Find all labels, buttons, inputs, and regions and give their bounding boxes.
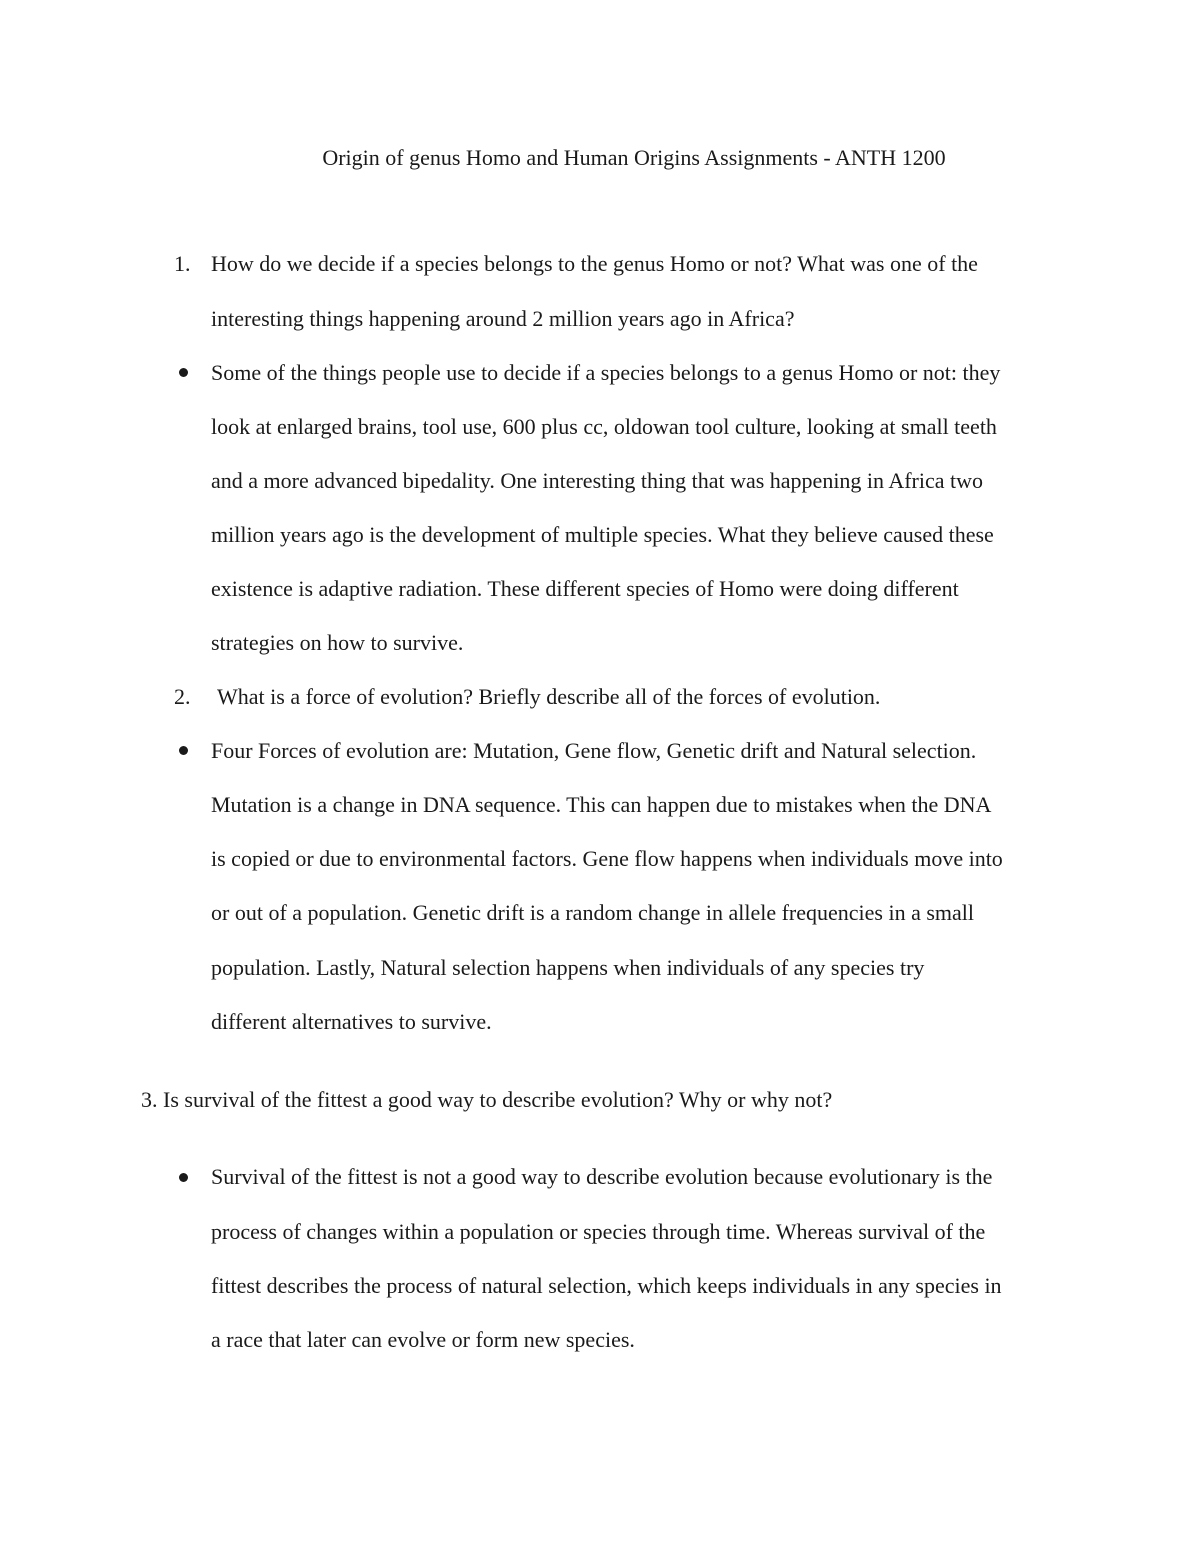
question-2-line-1: What is a force of evolution? Briefly describe all of the forces of evolution. [217, 684, 881, 709]
question-1-line-2: interesting things happening around 2 million years ago in Africa? [211, 306, 795, 331]
answer-2-line-1: Four Forces of evolution are: Mutation, Gene flow, Genetic drift and Natural selection. [211, 738, 977, 763]
answer-1-line-3: and a more advanced bipedality. One interesting thing that was happening in Africa two [211, 468, 984, 493]
answer-2-line-6: different alternatives to survive. [211, 1009, 492, 1034]
answer-1-line-2: look at enlarged brains, tool use, 600 plus cc, oldowan tool culture, looking at small teeth [211, 414, 997, 439]
answer-2-line-2: Mutation is a change in DNA sequence. This can happen due to mistakes when the DNA [211, 792, 992, 817]
answer-3-line-4: a race that later can evolve or form new species. [211, 1327, 635, 1352]
answer-3-line-1: Survival of the fittest is not a good way to describe evolution because evolutionary is the [211, 1164, 993, 1189]
answer-2-line-4: or out of a population. Genetic drift is a random change in allele frequencies in a small [211, 900, 975, 925]
answer-1-line-1: Some of the things people use to decide if a species belongs to a genus Homo or not: they [211, 360, 1001, 385]
answer-3-bullet [179, 1173, 188, 1182]
answer-3-line-3: fittest describes the process of natural selection, which keeps individuals in any species in [211, 1273, 1002, 1298]
question-2-number: 2. [174, 684, 191, 709]
answer-1-line-6: strategies on how to survive. [211, 630, 464, 655]
answer-1-line-5: existence is adaptive radiation. These different species of Homo were doing different [211, 576, 959, 601]
answer-1-line-4: million years ago is the development of multiple species. What they believe caused these [211, 522, 994, 547]
document-title: Origin of genus Homo and Human Origins Assignments - ANTH 1200 [322, 145, 946, 170]
answer-2-line-5: population. Lastly, Natural selection happens when individuals of any species try [211, 955, 925, 980]
answer-1-bullet [179, 368, 188, 377]
question-1-line-1: How do we decide if a species belongs to the genus Homo or not? What was one of the [211, 251, 978, 276]
answer-2-bullet [179, 746, 188, 755]
answer-3-line-2: process of changes within a population or species through time. Whereas survival of the [211, 1219, 986, 1244]
answer-2-line-3: is copied or due to environmental factors. Gene flow happens when individuals move into [211, 846, 1003, 871]
question-3-line-1: 3. Is survival of the fittest a good way to describe evolution? Why or why not? [141, 1087, 833, 1112]
question-1-number: 1. [174, 251, 191, 276]
